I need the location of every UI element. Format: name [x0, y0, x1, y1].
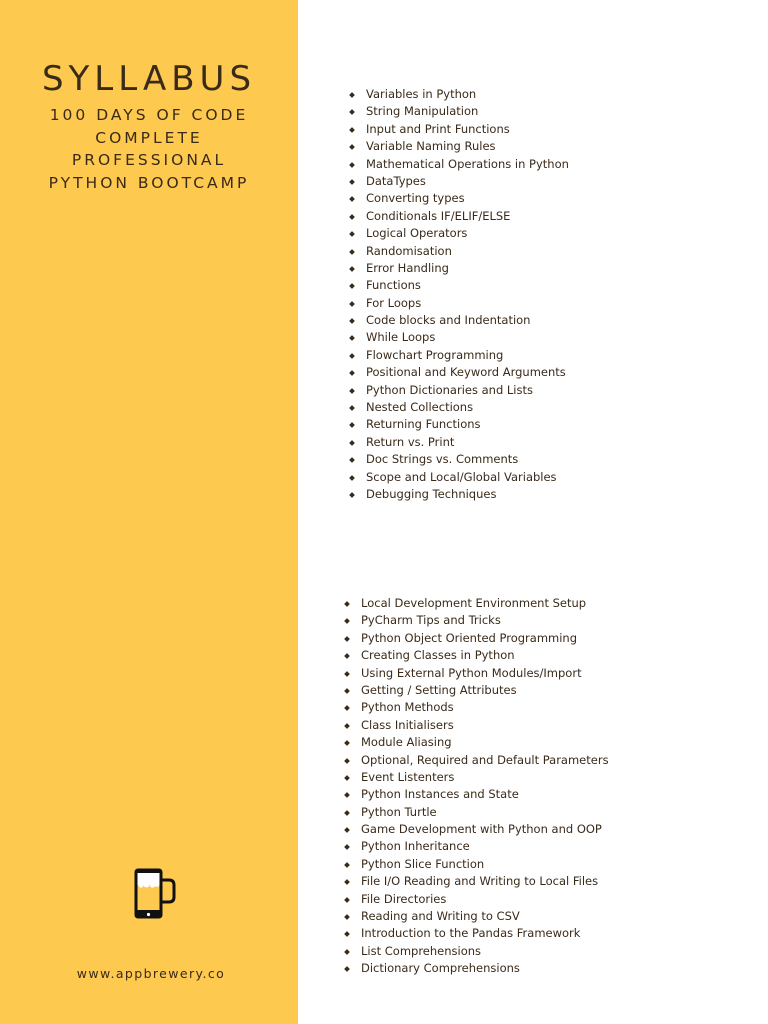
list-item: Python Turtle [345, 804, 609, 821]
page-title: SYLLABUS [41, 59, 257, 99]
list-item: String Manipulation [350, 103, 569, 120]
list-item: Error Handling [350, 260, 569, 277]
subtitle-line: COMPLETE [95, 128, 203, 147]
list-item: Local Development Environment Setup [345, 595, 609, 612]
list-item: Introduction to the Pandas Framework [345, 925, 609, 942]
list-item: Returning Functions [350, 416, 569, 433]
list-item: Python Slice Function [345, 856, 609, 873]
list-item: Python Dictionaries and Lists [350, 382, 569, 399]
list-item: DataTypes [350, 173, 569, 190]
list-item: Positional and Keyword Arguments [350, 364, 569, 381]
list-item: Creating Classes in Python [345, 647, 609, 664]
list-item: Module Aliasing [345, 734, 609, 751]
list-item: Python Methods [345, 699, 609, 716]
list-item: For Loops [350, 295, 569, 312]
topic-list-part-1 [350, 86, 569, 503]
subtitle-line: PROFESSIONAL [71, 151, 227, 169]
course-subtitle [0, 104, 298, 194]
subtitle-line: PYTHON BOOTCAMP [48, 173, 250, 192]
list-item: Input and Print Functions [350, 121, 569, 138]
list-item: Doc Strings vs. Comments [350, 451, 569, 468]
list-item: Optional, Required and Default Parameters [345, 752, 609, 769]
list-item: While Loops [350, 329, 569, 346]
list-item: Code blocks and Indentation [350, 312, 569, 329]
mobile-beer-mug-icon [131, 866, 179, 922]
list-item: Variable Naming Rules [350, 138, 569, 155]
list-item: Debugging Techniques [350, 486, 569, 503]
list-item: Class Initialisers [345, 717, 609, 734]
list-item: Variables in Python [350, 86, 569, 103]
topic-list-part-2 [345, 595, 609, 978]
list-item: Python Object Oriented Programming [345, 630, 609, 647]
list-item: Converting types [350, 190, 569, 207]
list-item: Python Inheritance [345, 838, 609, 855]
list-item: List Comprehensions [345, 943, 609, 960]
list-item: Getting / Setting Attributes [345, 682, 609, 699]
list-item: Logical Operators [350, 225, 569, 242]
list-item: File I/O Reading and Writing to Local Files [345, 873, 609, 890]
list-item: Game Development with Python and OOP [345, 821, 609, 838]
list-item: File Directories [345, 891, 609, 908]
list-item: Flowchart Programming [350, 347, 569, 364]
list-item: Mathematical Operations in Python [350, 156, 569, 173]
list-item: Event Listenters [345, 769, 609, 786]
list-item: Scope and Local/Global Variables [350, 469, 569, 486]
list-item: Return vs. Print [350, 434, 569, 451]
list-item: Dictionary Comprehensions [345, 960, 609, 977]
subtitle-line: 100 DAYS OF CODE [49, 106, 249, 124]
list-item: Conditionals IF/ELIF/ELSE [350, 208, 569, 225]
sidebar [0, 0, 298, 1024]
list-item: Functions [350, 277, 569, 294]
list-item: Python Instances and State [345, 786, 609, 803]
website-link[interactable]: www.appbrewery.co [76, 966, 226, 981]
list-item: Using External Python Modules/Import [345, 665, 609, 682]
list-item: Nested Collections [350, 399, 569, 416]
list-item: PyCharm Tips and Tricks [345, 612, 609, 629]
list-item: Reading and Writing to CSV [345, 908, 609, 925]
list-item: Randomisation [350, 243, 569, 260]
